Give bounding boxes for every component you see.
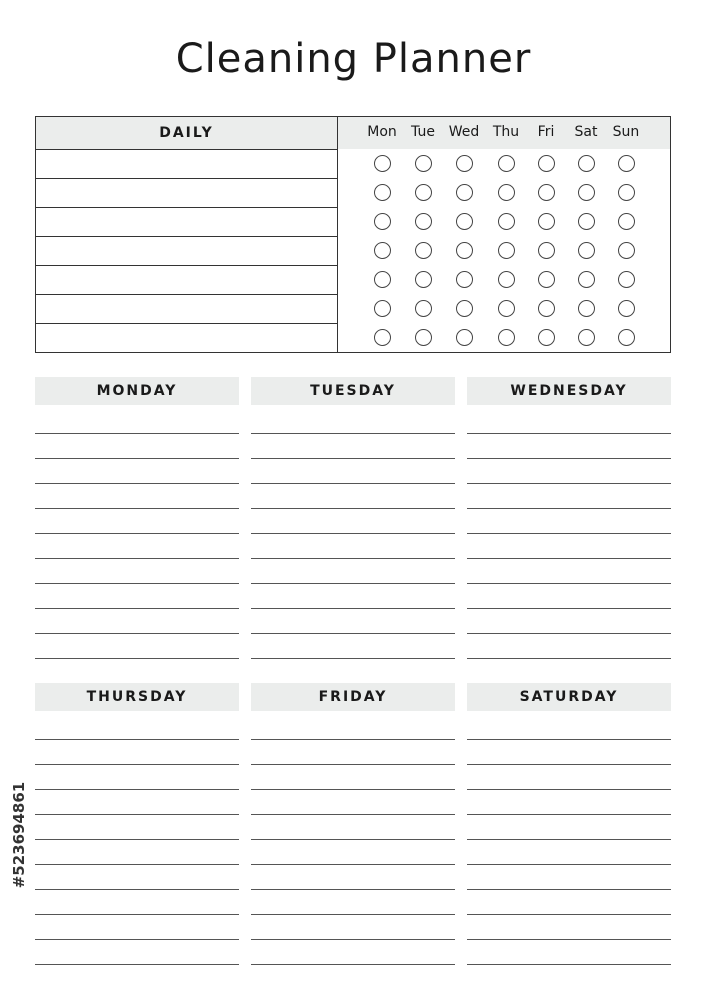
ruled-line — [35, 939, 239, 940]
wednesday-block — [467, 377, 671, 662]
checkbox-circle-tue[interactable] — [415, 329, 432, 346]
monday-header: MONDAY — [35, 377, 239, 405]
ruled-line — [467, 964, 671, 965]
day-label-thu: Thu — [492, 124, 520, 140]
ruled-line — [467, 508, 671, 509]
daily-task-row[interactable] — [36, 149, 337, 178]
checkbox-circle-thu[interactable] — [498, 242, 515, 259]
daily-task-row[interactable] — [36, 294, 337, 323]
ruled-line — [467, 839, 671, 840]
checkbox-circle-mon[interactable] — [374, 329, 391, 346]
checkbox-circle-sat[interactable] — [578, 213, 595, 230]
ruled-line — [251, 939, 455, 940]
ruled-line — [35, 483, 239, 484]
ruled-line — [251, 739, 455, 740]
ruled-line — [35, 814, 239, 815]
ruled-line — [251, 764, 455, 765]
ruled-line — [251, 583, 455, 584]
ruled-line — [251, 633, 455, 634]
checkbox-circle-sun[interactable] — [618, 213, 635, 230]
side-label-text: #523694861 — [10, 781, 28, 889]
saturday-block — [467, 683, 671, 968]
ruled-line — [467, 889, 671, 890]
ruled-line — [467, 658, 671, 659]
checkbox-circle-sun[interactable] — [618, 155, 635, 172]
tuesday-block — [251, 377, 455, 662]
ruled-line — [35, 558, 239, 559]
tuesday-header: TUESDAY — [251, 377, 455, 405]
checkbox-circle-mon[interactable] — [374, 271, 391, 288]
checkbox-circle-sun[interactable] — [618, 300, 635, 317]
friday-block — [251, 683, 455, 968]
checkbox-circle-tue[interactable] — [415, 184, 432, 201]
checkbox-circle-fri[interactable] — [538, 184, 555, 201]
checkbox-circle-wed[interactable] — [456, 184, 473, 201]
checkbox-circle-sun[interactable] — [618, 329, 635, 346]
checkbox-circle-tue[interactable] — [415, 242, 432, 259]
page-title: Cleaning Planner — [175, 36, 532, 82]
checkbox-circle-sun[interactable] — [618, 242, 635, 259]
ruled-line — [467, 583, 671, 584]
ruled-line — [251, 433, 455, 434]
checkbox-circle-fri[interactable] — [538, 242, 555, 259]
day-label-tue: Tue — [411, 124, 435, 140]
checkbox-circle-tue[interactable] — [415, 155, 432, 172]
ruled-line — [35, 789, 239, 790]
checkbox-circle-thu[interactable] — [498, 271, 515, 288]
ruled-line — [35, 508, 239, 509]
ruled-line — [251, 789, 455, 790]
checkbox-circle-wed[interactable] — [456, 155, 473, 172]
ruled-line — [467, 814, 671, 815]
ruled-line — [35, 433, 239, 434]
checkbox-circle-tue[interactable] — [415, 271, 432, 288]
ruled-line — [467, 633, 671, 634]
checkbox-circle-mon[interactable] — [374, 213, 391, 230]
checkbox-circle-sun[interactable] — [618, 271, 635, 288]
ruled-line — [35, 764, 239, 765]
monday-block — [35, 377, 239, 662]
ruled-line — [467, 458, 671, 459]
ruled-line — [35, 583, 239, 584]
checkbox-circle-sat[interactable] — [578, 242, 595, 259]
daily-header: DAILY — [36, 117, 337, 149]
daily-section — [35, 116, 671, 353]
ruled-line — [251, 964, 455, 965]
side-label — [4, 760, 34, 910]
checkbox-circle-wed[interactable] — [456, 271, 473, 288]
ruled-line — [251, 658, 455, 659]
checkbox-circle-mon[interactable] — [374, 155, 391, 172]
ruled-line — [251, 458, 455, 459]
ruled-line — [251, 483, 455, 484]
ruled-line — [35, 914, 239, 915]
ruled-line — [467, 608, 671, 609]
checkbox-circle-fri[interactable] — [538, 329, 555, 346]
thursday-block — [35, 683, 239, 968]
ruled-line — [35, 839, 239, 840]
checkbox-circle-mon[interactable] — [374, 242, 391, 259]
checkbox-circle-sat[interactable] — [578, 184, 595, 201]
ruled-line — [251, 889, 455, 890]
checkbox-circle-mon[interactable] — [374, 184, 391, 201]
ruled-line — [251, 508, 455, 509]
checkbox-circle-fri[interactable] — [538, 213, 555, 230]
ruled-line — [35, 964, 239, 965]
ruled-line — [251, 839, 455, 840]
day-label-sat: Sat — [574, 124, 598, 140]
checkbox-circle-thu[interactable] — [498, 184, 515, 201]
checkbox-circle-tue[interactable] — [415, 300, 432, 317]
ruled-line — [467, 789, 671, 790]
day-label-mon: Mon — [367, 124, 397, 140]
checkbox-circle-tue[interactable] — [415, 213, 432, 230]
ruled-line — [251, 914, 455, 915]
checkbox-circle-thu[interactable] — [498, 329, 515, 346]
thursday-header: THURSDAY — [35, 683, 239, 711]
daily-task-row[interactable] — [36, 178, 337, 207]
daily-task-row[interactable] — [36, 265, 337, 294]
daily-task-row[interactable] — [36, 236, 337, 265]
checkbox-circle-sat[interactable] — [578, 300, 595, 317]
checkbox-circle-sat[interactable] — [578, 155, 595, 172]
daily-tracker — [338, 117, 670, 352]
ruled-line — [251, 864, 455, 865]
ruled-line — [35, 658, 239, 659]
checkbox-circle-wed[interactable] — [456, 242, 473, 259]
checkbox-circle-wed[interactable] — [456, 300, 473, 317]
ruled-line — [35, 458, 239, 459]
checkbox-circle-fri[interactable] — [538, 271, 555, 288]
ruled-line — [251, 608, 455, 609]
ruled-line — [35, 889, 239, 890]
ruled-line — [467, 533, 671, 534]
day-label-fri: Fri — [537, 124, 555, 140]
checkbox-circle-sun[interactable] — [618, 184, 635, 201]
ruled-line — [467, 764, 671, 765]
ruled-line — [467, 739, 671, 740]
checkbox-circle-fri[interactable] — [538, 300, 555, 317]
wednesday-header: WEDNESDAY — [467, 377, 671, 405]
checkbox-circle-thu[interactable] — [498, 300, 515, 317]
checkbox-circle-sat[interactable] — [578, 271, 595, 288]
ruled-line — [35, 533, 239, 534]
ruled-line — [251, 814, 455, 815]
ruled-line — [467, 483, 671, 484]
checkbox-circle-wed[interactable] — [456, 329, 473, 346]
saturday-header: SATURDAY — [467, 683, 671, 711]
ruled-line — [467, 864, 671, 865]
day-label-sun: Sun — [612, 124, 640, 140]
checkbox-circle-fri[interactable] — [538, 155, 555, 172]
checkbox-circle-thu[interactable] — [498, 213, 515, 230]
daily-task-row[interactable] — [36, 207, 337, 236]
checkbox-circle-mon[interactable] — [374, 300, 391, 317]
ruled-line — [35, 864, 239, 865]
ruled-line — [467, 433, 671, 434]
ruled-line — [467, 558, 671, 559]
checkbox-circle-thu[interactable] — [498, 155, 515, 172]
day-label-wed: Wed — [448, 124, 480, 140]
ruled-line — [35, 739, 239, 740]
ruled-line — [467, 914, 671, 915]
checkbox-circle-sat[interactable] — [578, 329, 595, 346]
ruled-line — [251, 533, 455, 534]
daily-task-column — [36, 117, 338, 352]
checkbox-circle-wed[interactable] — [456, 213, 473, 230]
ruled-line — [467, 939, 671, 940]
ruled-line — [251, 558, 455, 559]
ruled-line — [35, 633, 239, 634]
ruled-line — [35, 608, 239, 609]
friday-header: FRIDAY — [251, 683, 455, 711]
daily-task-row[interactable] — [36, 323, 337, 352]
